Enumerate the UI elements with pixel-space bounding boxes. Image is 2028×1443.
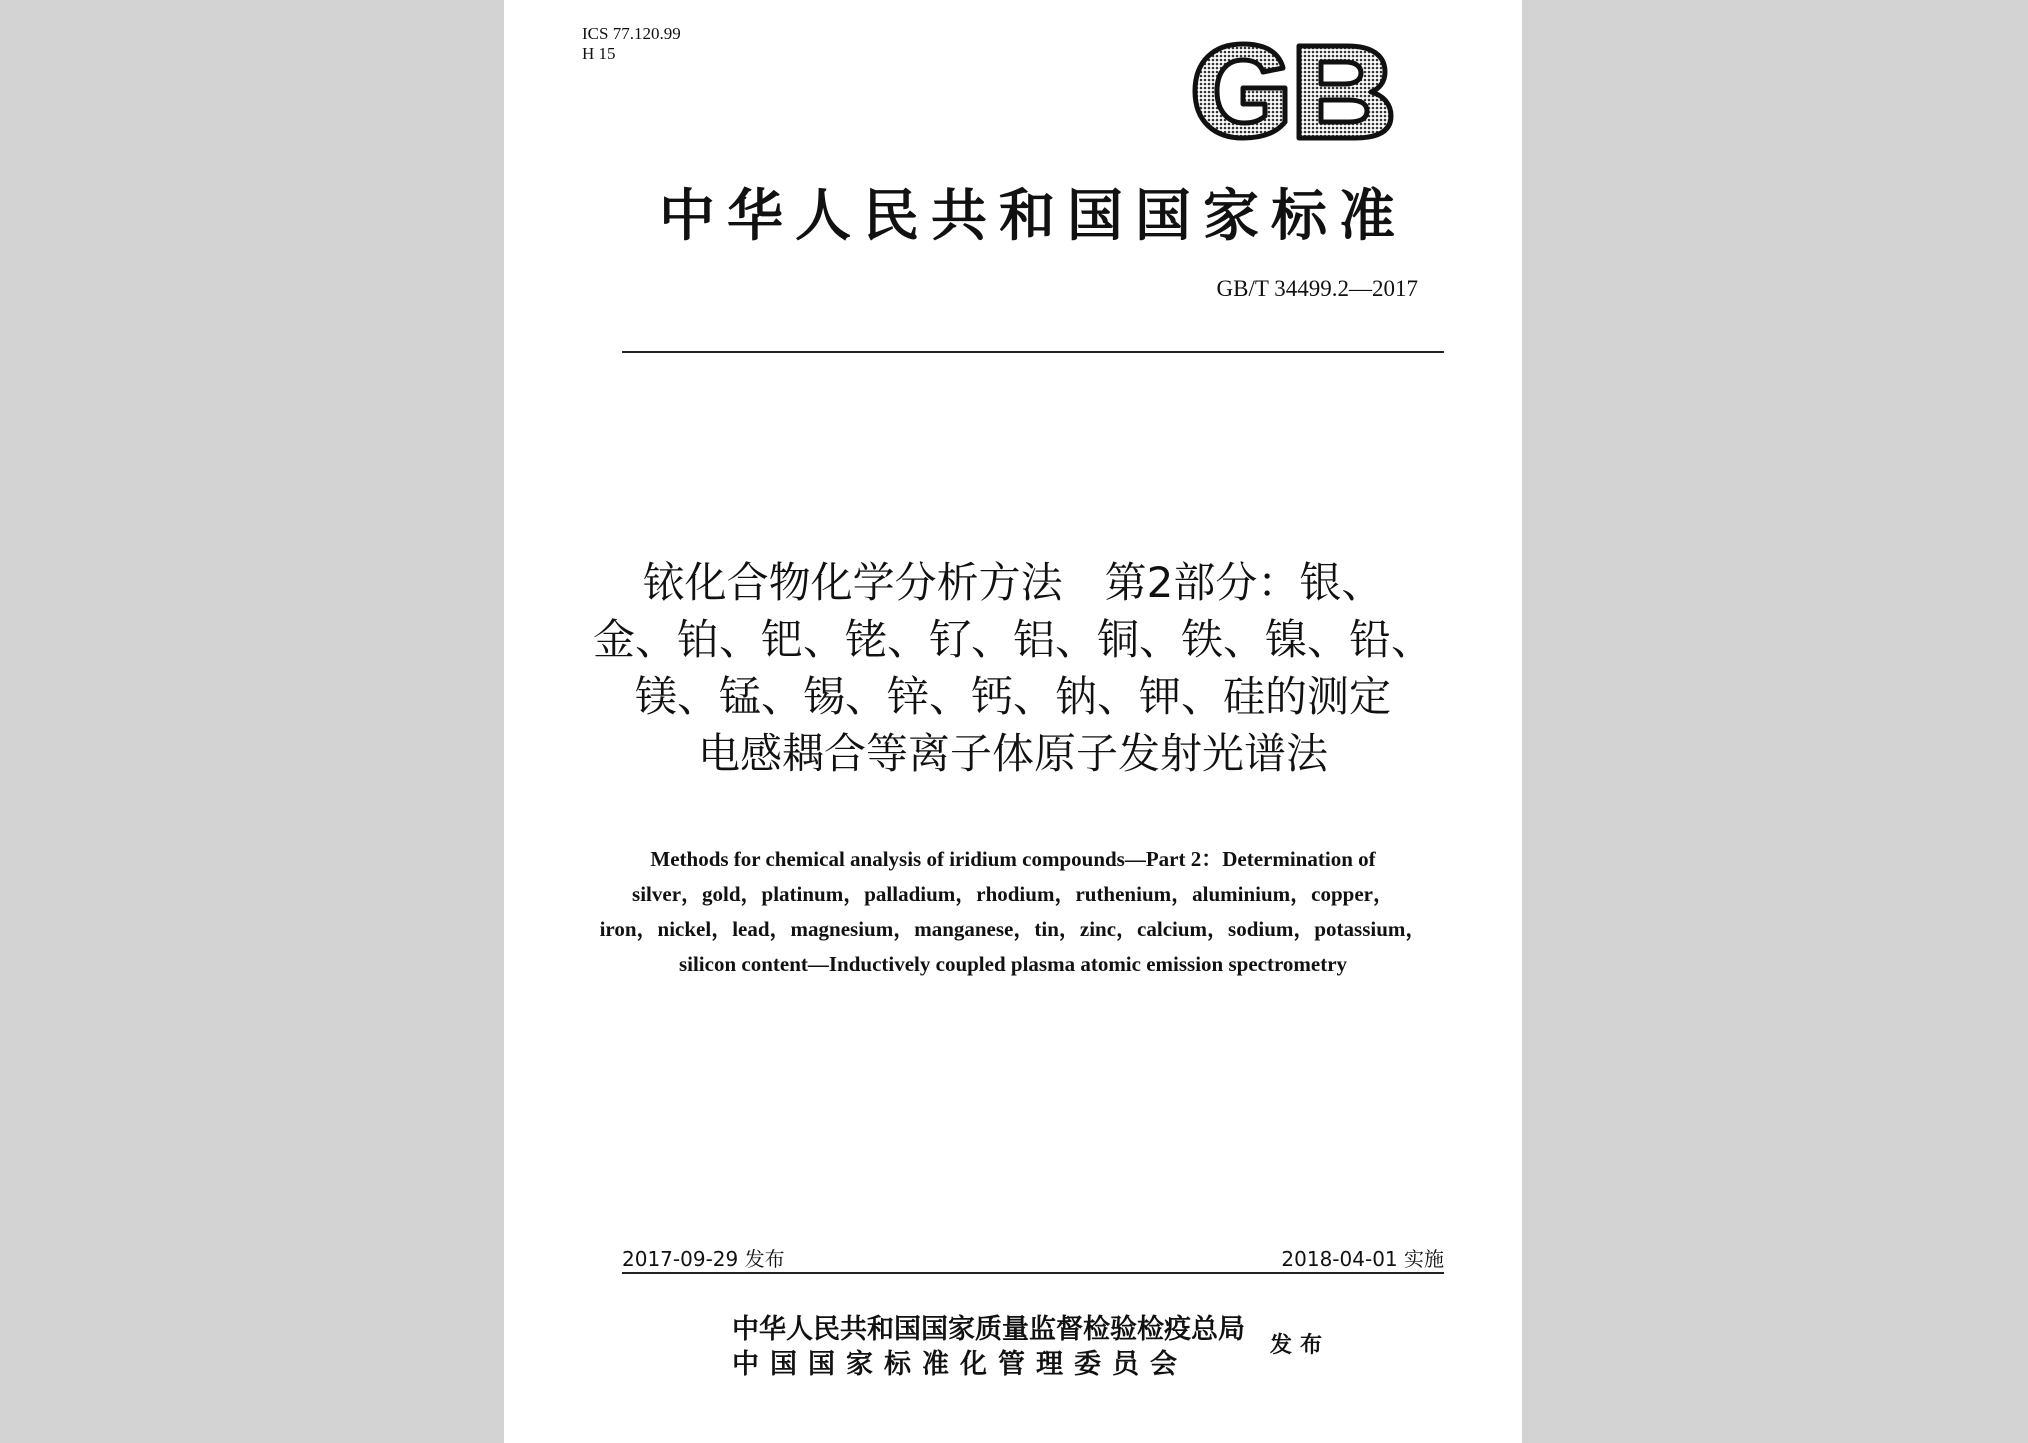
english-title	[564, 842, 1462, 982]
english-title-line: silver，gold，platinum，palladium，rhodium，ruthenium，aluminium，copper，	[632, 882, 1394, 906]
chinese-title-line: 金、铂、钯、铑、钌、铝、铜、铁、镍、铅、	[592, 615, 1433, 664]
chinese-title-line: 镁、锰、锡、锌、钙、钠、钾、硅的测定	[634, 672, 1391, 721]
national-standard-title: 中华人民共和国国家标准	[659, 183, 1407, 249]
issuing-authorities	[732, 1312, 1245, 1382]
ics-code: ICS 77.120.99	[582, 24, 681, 43]
chinese-title	[564, 554, 1462, 782]
issue-date: 2017-09-29 发布	[622, 1247, 785, 1271]
chinese-title-line: 电感耦合等离子体原子发射光谱法	[697, 729, 1328, 778]
classification-codes	[582, 24, 681, 64]
implementation-date: 2018-04-01 实施	[1281, 1247, 1444, 1271]
issuer-line: 中华人民共和国国家质量监督检验检疫总局	[732, 1314, 1245, 1345]
divider-line-top	[622, 351, 1444, 353]
english-title-line: Methods for chemical analysis of iridium compounds—Part 2：Determination of	[650, 847, 1376, 871]
standard-number: GB/T 34499.2—2017	[1216, 276, 1418, 301]
publish-label: 发布	[1270, 1332, 1331, 1358]
standard-cover-page	[504, 0, 1522, 1443]
ccs-code: H 15	[582, 44, 616, 63]
chinese-title-line: 铱化合物化学分析方法 第2部分：银、	[642, 558, 1384, 607]
gb-logo	[1187, 38, 1397, 144]
issuer-line: 中国国家标准化管理委员会	[732, 1349, 1188, 1380]
english-title-line: silicon content—Inductively coupled plasma atomic emission spectrometry	[678, 952, 1348, 976]
divider-line-bottom	[622, 1272, 1444, 1274]
english-title-line: iron，nickel，lead，magnesium，manganese，tin，zinc，calcium，sodium，potassium，	[599, 917, 1427, 941]
